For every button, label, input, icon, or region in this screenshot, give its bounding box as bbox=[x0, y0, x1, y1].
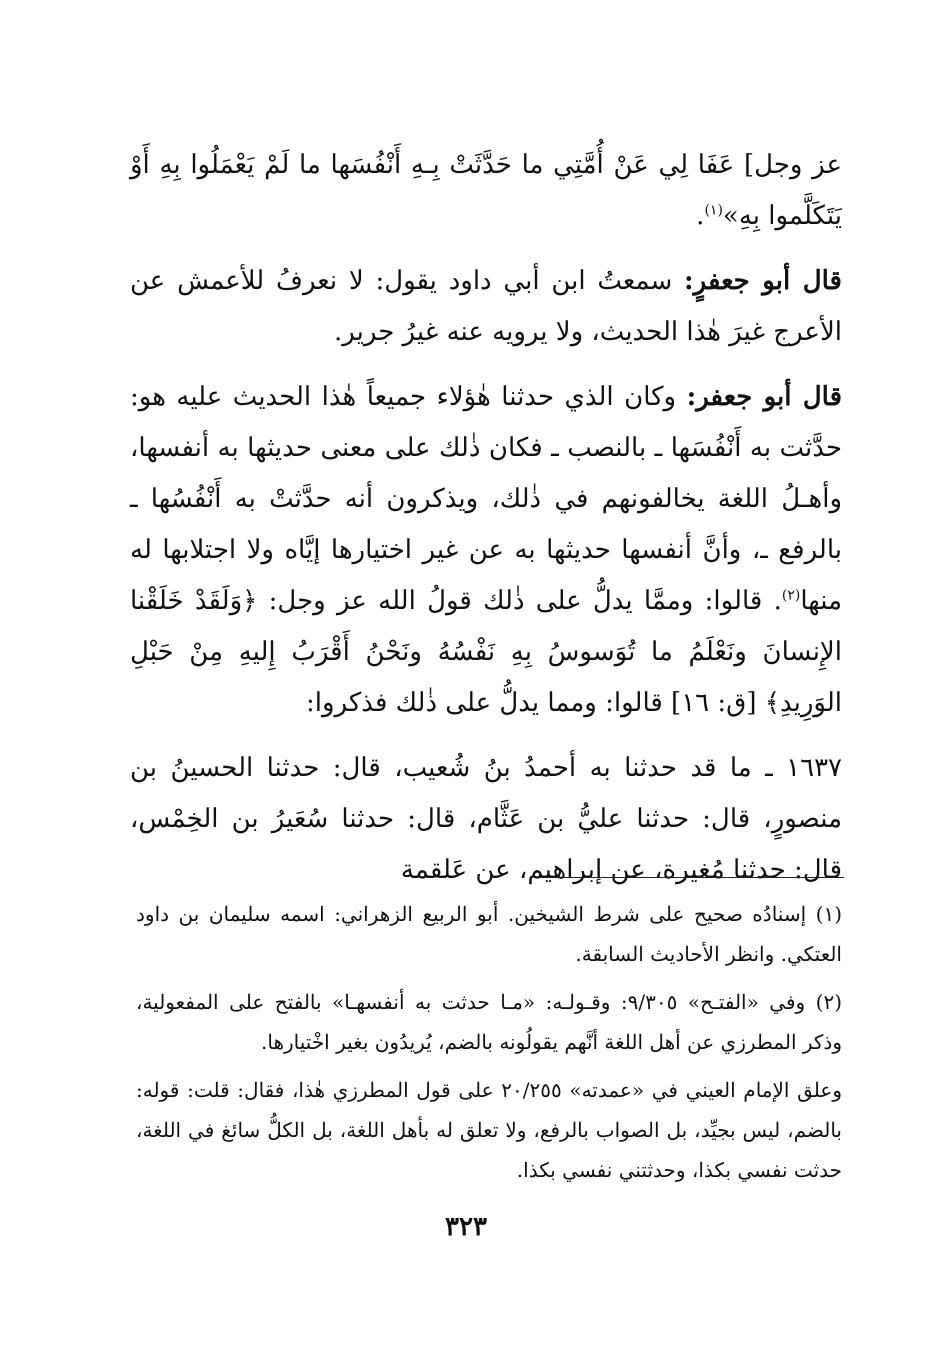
paragraph-abu-jafar-2 bbox=[130, 372, 842, 729]
paragraph-text: عز وجل] عَفَا لِي عَنْ أُمَّتِي ما حَدَّثَتْ بِـهِ أَنْفُسَها ما لَمْ يَعْمَلُوا بِهِ أَوْ يَتَكَلَّموا بِهِ» bbox=[130, 150, 842, 231]
paragraph-abu-jafar-1 bbox=[130, 256, 842, 358]
paragraph-text: ١٦٣٧ ـ ما قد حدثنا به أحمدُ بنُ شُعيب، قال: حدثنا الحسينُ بن منصورٍ، قال: حدثنا عليُّ بن عَثَّام، قال: حدثنا سُعَيرُ بن الخِمْس، قال: حدثنا مُغيرة، عن إبراهيم، عن عَلقمة bbox=[130, 753, 842, 885]
paragraph-text: . قالوا: وممَّا يدلُّ على ذٰلك قولُ الله عز وجل: ﴿وَلَقَدْ خَلَقْنا الإِنسانَ ونَعْلَمُ ما تُوَسوسُ بِهِ نَفْسُهُ ونَحْنُ أَقْرَبُ إِليهِ مِنْ حَبْلِ الوَرِيدِ﴾ [ق: ١٦] قالوا: ومما يدلُّ على ذٰلك فذكروا: bbox=[130, 586, 842, 718]
paragraph-text: وكان الذي حدثنا هٰؤلاء جميعاً هٰذا الحديث عليه هو: حدَّثت به أَنْفُسَها ـ بالنصب ـ فكان ذٰلك على معنى حديثها به أنفسها، وأهـلُ اللغة يخالفونهم في ذٰلك، ويذكرون أنه حدَّثتْ به أَنْفُسُها ـ بالرفع ـ، وأنَّ أنفسها حديثها به عن غير اختيارها إيَّاه ولا اجتلابها له منها bbox=[130, 382, 842, 616]
footnote-separator bbox=[540, 877, 844, 878]
footnote-ref-2: (٢) bbox=[781, 587, 801, 604]
main-text bbox=[130, 140, 842, 910]
footnotes bbox=[136, 894, 842, 1198]
footnote-ref-1: (١) bbox=[704, 202, 723, 219]
paragraph-lead: قال أبو جعفرٍ: bbox=[684, 266, 842, 296]
footnote-2: (٢) وفي «الفتـح» ٩/٣٠٥: وقـولـه: «مـا حدثت به أنفسهـا» بالفتح على المفعولية، وذكر المطرزي عن أهل اللغة أنَّهم يقولُونه بالضم، يُريدُون بغير اخْتيارها. bbox=[136, 990, 843, 1054]
paragraph-hadith-1637 bbox=[130, 743, 842, 896]
paragraph-hadith-end bbox=[130, 140, 842, 242]
footnote-1: (١) إسنادُه صحيح على شرط الشيخين. أبو الربيع الزهراني: اسمه سليمان بن داود العتكي. وانظر الأحاديث السابقة. bbox=[136, 902, 842, 966]
footnote-2-continued: وعلق الإمام العيني في «عمدته» ٢٠/٢٥٥ على قول المطرزي هٰذا، فقال: قلت: قوله: بالضم، ليس بجيِّد، بل الصواب بالرفع، ولا تعلق له بأهل اللغة، بل الكلُّ سائغ في اللغة، حدثت نفسي بكذا، وحدثتني نفسي بكذا. bbox=[136, 1078, 842, 1182]
paragraph-lead: قال أبو جعفر: bbox=[686, 382, 842, 412]
page-number: ٣٢٣ bbox=[445, 1212, 487, 1242]
paragraph-text: سمعتُ ابن أبي داود يقول: لا نعرفُ للأعمش عن الأعرج غيرَ هٰذا الحديث، ولا يرويه عنه غيرُ جرير. bbox=[130, 266, 842, 347]
paragraph-text: . bbox=[696, 201, 705, 231]
